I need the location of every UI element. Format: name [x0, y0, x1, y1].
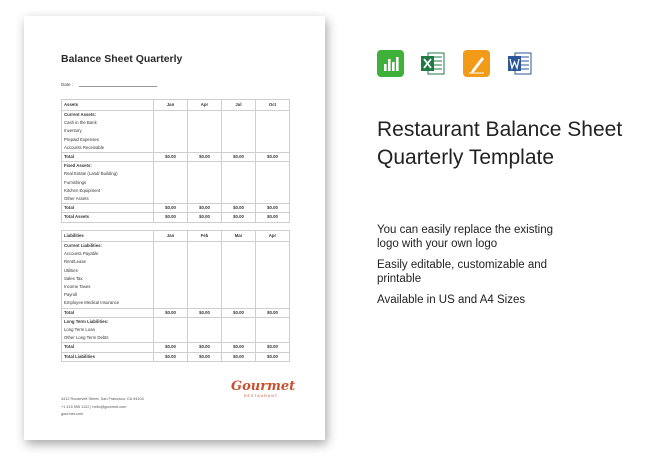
fixed-assets-block — [62, 162, 290, 204]
total-value: $0.00 — [154, 204, 188, 213]
empty-cell — [154, 111, 188, 153]
total-value: $0.00 — [222, 213, 256, 222]
total-value: $0.00 — [188, 213, 222, 222]
total-assets-label: Total Assets — [62, 213, 154, 222]
empty-cell — [256, 162, 290, 204]
empty-cell — [256, 242, 290, 309]
list-item: Income Taxes — [64, 284, 91, 290]
current-assets-cell — [62, 111, 154, 153]
empty-cell — [154, 162, 188, 204]
word-icon[interactable] — [506, 50, 533, 77]
assets-header-row — [62, 100, 290, 111]
fixed-assets-total-row — [62, 204, 290, 213]
empty-cell — [188, 317, 222, 343]
total-value: $0.00 — [154, 343, 188, 352]
header-apr: Apr — [256, 231, 290, 242]
assets-header: Assets — [62, 100, 154, 111]
list-item: Accounts Payable — [64, 251, 99, 257]
long-term-liabilities-block — [62, 317, 290, 343]
header-mar: Mar — [222, 231, 256, 242]
total-label: Total — [62, 343, 154, 352]
total-value: $0.00 — [222, 153, 256, 162]
list-item: Kitchen Equipment — [64, 187, 101, 193]
total-value: $0.00 — [256, 343, 290, 352]
logo-name: Gourmet — [231, 379, 296, 394]
empty-cell — [154, 317, 188, 343]
empty-cell — [154, 242, 188, 309]
date-field — [61, 82, 157, 87]
gourmet-logo — [231, 379, 296, 398]
empty-cell — [256, 317, 290, 343]
list-item: Furnishings — [64, 179, 87, 185]
total-value: $0.00 — [222, 308, 256, 317]
total-label: Total — [62, 204, 154, 213]
total-value: $0.00 — [154, 153, 188, 162]
empty-cell — [188, 162, 222, 204]
current-liabilities-total-row — [62, 308, 290, 317]
list-item: Other Assets — [64, 196, 89, 202]
template-heading: Restaurant Balance Sheet Quarterly Template — [377, 118, 623, 169]
total-value: $0.00 — [256, 308, 290, 317]
empty-cell — [188, 242, 222, 309]
total-value: $0.00 — [188, 343, 222, 352]
liabilities-header-row — [62, 231, 290, 242]
logo-tagline: RESTAURANT — [243, 394, 279, 398]
header-oct: Oct — [256, 100, 290, 111]
document-title: Balance Sheet Quarterly — [61, 53, 183, 65]
list-item: Payroll — [64, 292, 78, 298]
total-value: $0.00 — [222, 204, 256, 213]
list-item: Prepaid Expenses — [64, 136, 99, 142]
feature-text: Available in US and A4 Sizes — [377, 294, 526, 306]
date-line — [79, 86, 157, 87]
total-value: $0.00 — [154, 352, 188, 361]
total-value: $0.00 — [154, 213, 188, 222]
empty-cell — [222, 162, 256, 204]
header-jul: Jul — [222, 100, 256, 111]
total-value: $0.00 — [256, 352, 290, 361]
list-item: Rent/Lease — [64, 259, 86, 265]
list-item: Employee Medical Insurance — [64, 300, 120, 306]
current-assets-heading: Current Assets: — [64, 112, 97, 117]
total-assets-row — [62, 213, 290, 222]
total-value: $0.00 — [222, 352, 256, 361]
total-liabilities-row — [62, 352, 290, 361]
total-value: $0.00 — [188, 153, 222, 162]
long-term-total-row — [62, 343, 290, 352]
total-value: $0.00 — [188, 308, 222, 317]
total-value: $0.00 — [256, 153, 290, 162]
numbers-icon[interactable] — [377, 50, 404, 77]
liabilities-header: Liabilities — [62, 231, 154, 242]
header-jan: Jan — [154, 100, 188, 111]
header-apr: Apr — [188, 100, 222, 111]
total-value: $0.00 — [188, 352, 222, 361]
list-item: Other Long Term Debts — [64, 335, 109, 341]
footer-website: gourmet.com — [61, 412, 84, 416]
empty-cell — [188, 111, 222, 153]
current-liabilities-heading: Current Liabilities: — [64, 243, 102, 248]
assets-table — [61, 99, 290, 223]
fixed-assets-cell — [62, 162, 154, 204]
document-preview — [24, 16, 325, 440]
total-value: $0.00 — [154, 308, 188, 317]
footer-address: 4412 Roosevelt Street, San Francisco, CA 94104 — [61, 397, 144, 401]
empty-cell — [222, 242, 256, 309]
long-term-liabilities-cell — [62, 317, 154, 343]
long-term-liabilities-heading: Long Term Liabilities: — [64, 318, 109, 324]
list-item: Sales Tax — [64, 275, 83, 281]
header-feb: Feb — [188, 231, 222, 242]
feature-text: You can easily replace the existing logo with your own logo — [377, 224, 554, 250]
list-item: Real Estate (Land/ Building) — [64, 171, 118, 177]
fixed-assets-heading: Fixed Assets: — [64, 163, 92, 169]
current-assets-block — [62, 111, 290, 153]
total-value: $0.00 — [256, 213, 290, 222]
current-assets-total-row — [62, 153, 290, 162]
list-item: Accounts Receivable — [64, 144, 105, 150]
list-item: Utilities — [64, 267, 78, 273]
pages-icon[interactable] — [463, 50, 490, 77]
empty-cell — [222, 317, 256, 343]
feature-text: Easily editable, customizable and printable — [377, 259, 548, 285]
excel-icon[interactable] — [419, 50, 446, 77]
header-jan: Jan — [154, 231, 188, 242]
footer-phone-email: +1 415 555 1122 | hello@gourmet.com — [61, 404, 127, 409]
total-value: $0.00 — [222, 343, 256, 352]
empty-cell — [256, 111, 290, 153]
current-liabilities-block — [62, 242, 290, 309]
footer-contact — [61, 396, 144, 419]
total-label: Total — [62, 153, 154, 162]
total-value: $0.00 — [188, 204, 222, 213]
list-item: Long Term Loan — [64, 327, 95, 333]
total-label: Total — [62, 308, 154, 317]
liabilities-table — [61, 230, 290, 362]
list-item: Cash in the Bank — [64, 120, 97, 126]
date-label: Date : — [61, 82, 74, 87]
total-liabilities-label: Total Liabilities — [62, 352, 154, 361]
list-item: Inventory — [64, 128, 82, 134]
current-liabilities-cell — [62, 242, 154, 309]
total-value: $0.00 — [256, 204, 290, 213]
empty-cell — [222, 111, 256, 153]
